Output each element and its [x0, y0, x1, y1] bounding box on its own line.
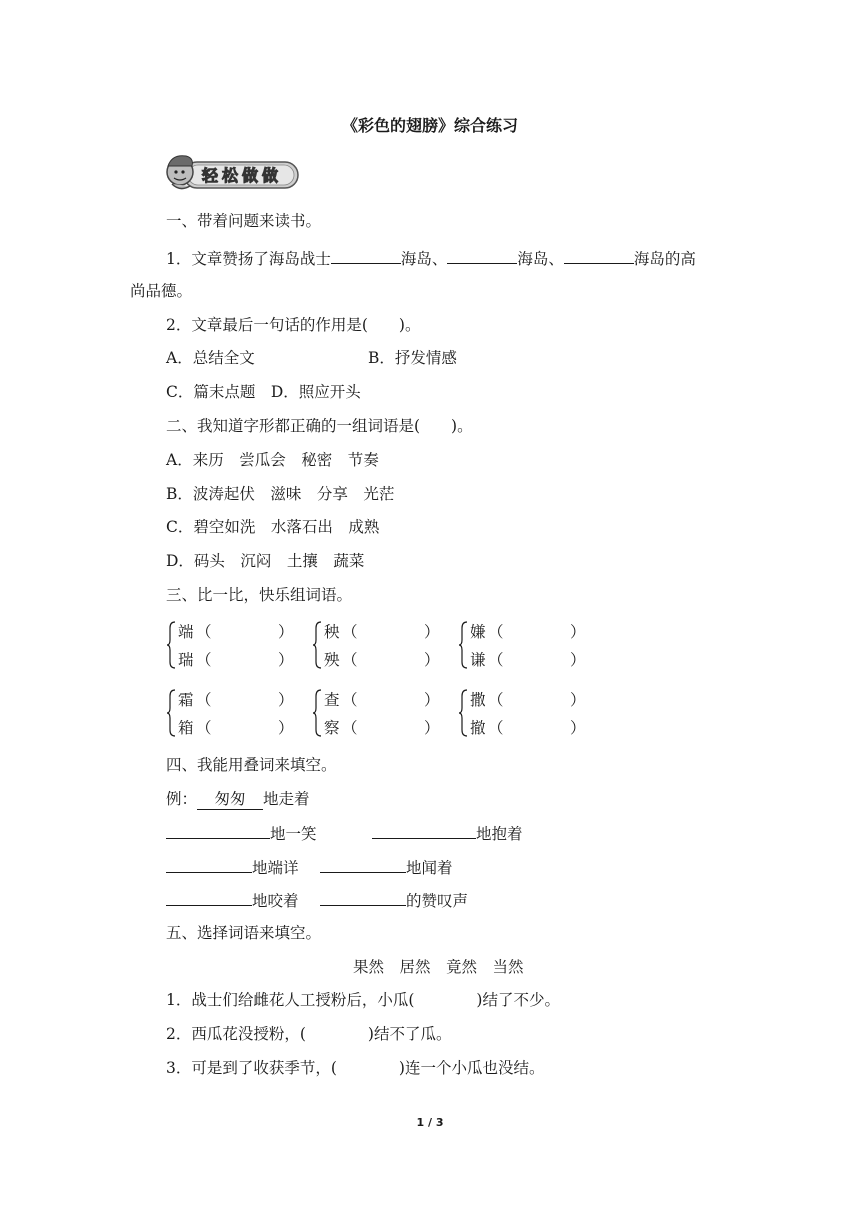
s4-item-text: 地闻着 — [406, 859, 453, 877]
word-pair-row — [178, 648, 308, 670]
answer-box[interactable] — [348, 648, 424, 666]
page-number: 1 / 3 — [416, 1116, 444, 1129]
q1-text-c: 海岛、 — [517, 250, 564, 268]
answer-blank[interactable] — [447, 247, 517, 264]
close-paren: ） — [424, 651, 440, 669]
s1-option-cd: C．篇末点题 D．照应开头 — [166, 383, 361, 401]
section2-heading: 二、我知道字形都正确的一组词语是( )。 — [166, 417, 473, 435]
word-pair-row — [470, 688, 600, 710]
word-pair-group — [458, 620, 598, 672]
character: 察 — [324, 719, 340, 737]
character: 端 — [178, 623, 194, 641]
s5-question2: 2．西瓜花没授粉，( )结不了瓜。 — [166, 1025, 452, 1043]
character: 谦 — [470, 651, 486, 669]
brace-icon — [166, 688, 176, 738]
word-pair-row — [324, 620, 454, 642]
open-paren: （ — [488, 651, 504, 669]
character: 霜 — [178, 691, 194, 709]
s4-item-text: 地抱着 — [476, 825, 523, 843]
open-paren: （ — [342, 691, 358, 709]
open-paren: （ — [196, 691, 212, 709]
word-pair-group — [312, 620, 452, 672]
open-paren: （ — [342, 651, 358, 669]
s4-item-text: 的赞叹声 — [406, 892, 469, 910]
answer-box[interactable] — [494, 620, 570, 638]
answer-blank[interactable] — [166, 822, 270, 839]
word-pair-row — [470, 620, 600, 642]
s4-item — [320, 889, 468, 911]
q1-text-b: 海岛、 — [400, 250, 448, 268]
brace-icon — [166, 620, 176, 670]
answer-box[interactable] — [202, 648, 278, 666]
word-pair-row — [324, 648, 454, 670]
word-pair-row — [178, 716, 308, 738]
character: 箱 — [178, 719, 194, 737]
s2-option-b: B．波涛起伏 滋味 分享 光茫 — [166, 485, 395, 503]
close-paren: ） — [278, 691, 294, 709]
s4-item-text: 地端详 — [252, 859, 299, 877]
close-paren: ） — [424, 623, 440, 641]
open-paren: （ — [196, 651, 212, 669]
word-pair-row — [178, 688, 308, 710]
open-paren: （ — [488, 691, 504, 709]
word-pair-row — [324, 688, 454, 710]
example-prefix: 例： — [166, 790, 198, 808]
answer-box[interactable] — [202, 620, 278, 638]
close-paren: ） — [278, 623, 294, 641]
brace-icon — [312, 688, 322, 738]
brace-icon — [458, 620, 468, 670]
q1-text-d: 海岛的高 — [633, 250, 696, 268]
answer-blank[interactable] — [320, 856, 406, 873]
s1-option-b: B．抒发情感 — [368, 349, 457, 367]
answer-blank[interactable] — [320, 889, 406, 906]
s2-option-c: C．碧空如洗 水落石出 成熟 — [166, 518, 380, 536]
answer-box[interactable] — [348, 716, 424, 734]
section4-heading: 四、我能用叠词来填空。 — [166, 756, 337, 774]
section3-heading: 三、比一比，快乐组词语。 — [166, 586, 353, 604]
word-pair-row — [324, 716, 454, 738]
close-paren: ） — [278, 651, 294, 669]
answer-blank[interactable] — [372, 822, 476, 839]
open-paren: （ — [196, 719, 212, 737]
s5-question3: 3．可是到了收获季节，( )连一个小瓜也没结。 — [166, 1059, 545, 1077]
character: 瑞 — [178, 651, 194, 669]
answer-box[interactable] — [494, 688, 570, 706]
answer-box[interactable] — [348, 688, 424, 706]
s5-question1: 1．战士们给雌花人工授粉后，小瓜( )结了不少。 — [166, 991, 560, 1009]
close-paren: ） — [278, 719, 294, 737]
q1-text-a: 1．文章赞扬了海岛战士 — [166, 250, 331, 268]
s4-item — [166, 889, 299, 911]
character: 殃 — [324, 651, 340, 669]
example-suffix: 地走着 — [263, 790, 310, 808]
s2-option-d: D．码头 沉闷 土攘 蔬菜 — [166, 552, 365, 570]
character: 嫌 — [470, 623, 486, 641]
s4-item-text: 地咬着 — [252, 892, 299, 910]
character: 秧 — [324, 623, 340, 641]
close-paren: ） — [570, 719, 586, 737]
close-paren: ） — [424, 719, 440, 737]
open-paren: （ — [342, 623, 358, 641]
word-pair-row — [178, 620, 308, 642]
answer-box[interactable] — [494, 716, 570, 734]
word-pair-group — [458, 688, 598, 740]
character: 查 — [324, 691, 340, 709]
word-pair-group — [166, 620, 306, 672]
answer-box[interactable] — [494, 648, 570, 666]
word-pair-row — [470, 648, 600, 670]
s4-item — [320, 856, 453, 878]
character: 撤 — [470, 719, 486, 737]
s1-question2: 2．文章最后一句话的作用是( )。 — [166, 316, 421, 334]
close-paren: ） — [570, 623, 586, 641]
word-pair-group — [166, 688, 306, 740]
s4-example — [166, 789, 310, 810]
s1-question1-cont: 尚品德。 — [130, 282, 193, 300]
s2-option-a: A．来历 尝瓜会 秘密 节奏 — [166, 451, 379, 469]
section1-heading: 一、带着问题来读书。 — [166, 212, 322, 230]
answer-box[interactable] — [202, 716, 278, 734]
close-paren: ） — [570, 691, 586, 709]
answer-blank[interactable] — [166, 856, 252, 873]
s4-item — [166, 822, 317, 844]
word-pair-group — [312, 688, 452, 740]
page-title: 《彩色的翅膀》综合练习 — [341, 116, 518, 135]
answer-blank[interactable] — [564, 247, 634, 264]
s4-item — [372, 822, 523, 844]
open-paren: （ — [488, 719, 504, 737]
answer-box[interactable] — [348, 620, 424, 638]
s4-item — [166, 856, 299, 878]
s5-word-bank: 果然 居然 竟然 当然 — [353, 958, 524, 976]
section-badge — [162, 150, 302, 194]
character: 撒 — [470, 691, 486, 709]
s4-item-text: 地一笑 — [270, 825, 317, 843]
s1-question1 — [166, 247, 696, 269]
example-word: 匆匆 — [197, 789, 263, 810]
s1-option-a: A．总结全文 — [166, 349, 255, 367]
open-paren: （ — [196, 623, 212, 641]
open-paren: （ — [488, 623, 504, 641]
close-paren: ） — [424, 691, 440, 709]
answer-blank[interactable] — [331, 247, 401, 264]
answer-box[interactable] — [202, 688, 278, 706]
close-paren: ） — [570, 651, 586, 669]
brace-icon — [458, 688, 468, 738]
brace-icon — [312, 620, 322, 670]
word-pair-row — [470, 716, 600, 738]
open-paren: （ — [342, 719, 358, 737]
badge-text: 轻松做做 — [202, 166, 283, 185]
answer-blank[interactable] — [166, 889, 252, 906]
section5-heading: 五、选择词语来填空。 — [166, 924, 322, 942]
